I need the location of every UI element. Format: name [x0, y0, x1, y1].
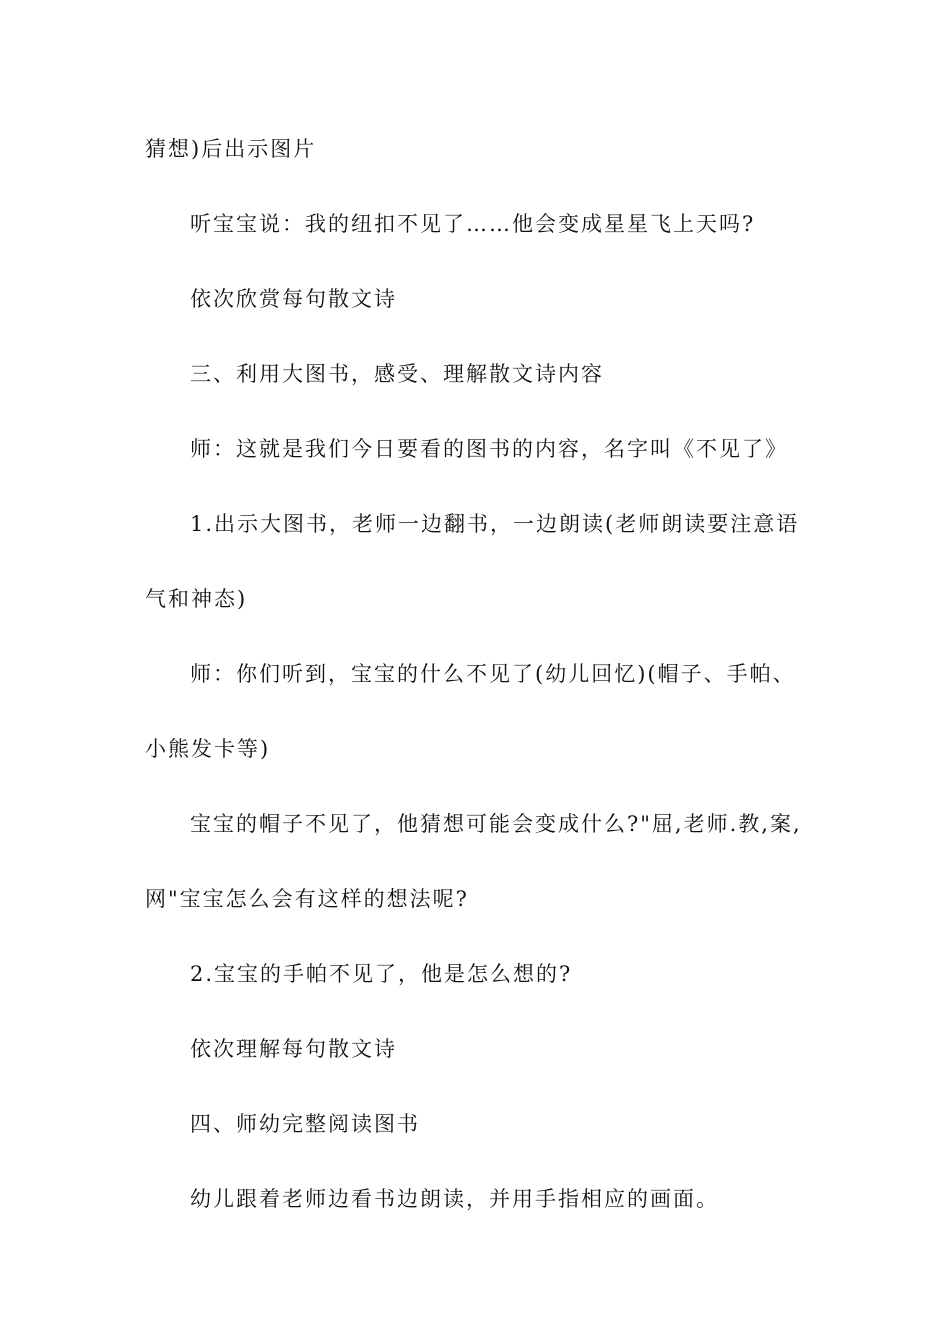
- section-heading-4: 四、师幼完整阅读图书: [190, 1112, 420, 1136]
- paragraph-5: 师：这就是我们今日要看的图书的内容，名字叫《不见了》: [190, 437, 788, 461]
- paragraph-6: 1.出示大图书，老师一边翻书，一边朗读(老师朗读要注意语气和神态): [145, 512, 800, 611]
- paragraph-8: 宝宝的帽子不见了，他猜想可能会变成什么?"屈,老师.教,案,网"宝宝怎么会有这样的想法呢?: [145, 812, 802, 911]
- paragraph-9: 2.宝宝的手帕不见了，他是怎么想的?: [190, 962, 573, 986]
- paragraph-2: 听宝宝说：我的纽扣不见了……他会变成星星飞上天吗?: [190, 212, 756, 236]
- paragraph-3: 依次欣赏每句散文诗: [190, 287, 397, 311]
- paragraph-7: 师：你们听到，宝宝的什么不见了(幼儿回忆)(帽子、手帕、小熊发卡等): [145, 662, 796, 761]
- paragraph-10: 依次理解每句散文诗: [190, 1037, 397, 1061]
- paragraph-12: 幼儿跟着老师边看书边朗读，并用手指相应的画面。: [190, 1187, 719, 1211]
- paragraph-1: 猜想)后出示图片: [145, 137, 317, 161]
- section-heading-3: 三、利用大图书，感受、理解散文诗内容: [190, 362, 604, 386]
- document-body: [145, 112, 805, 1237]
